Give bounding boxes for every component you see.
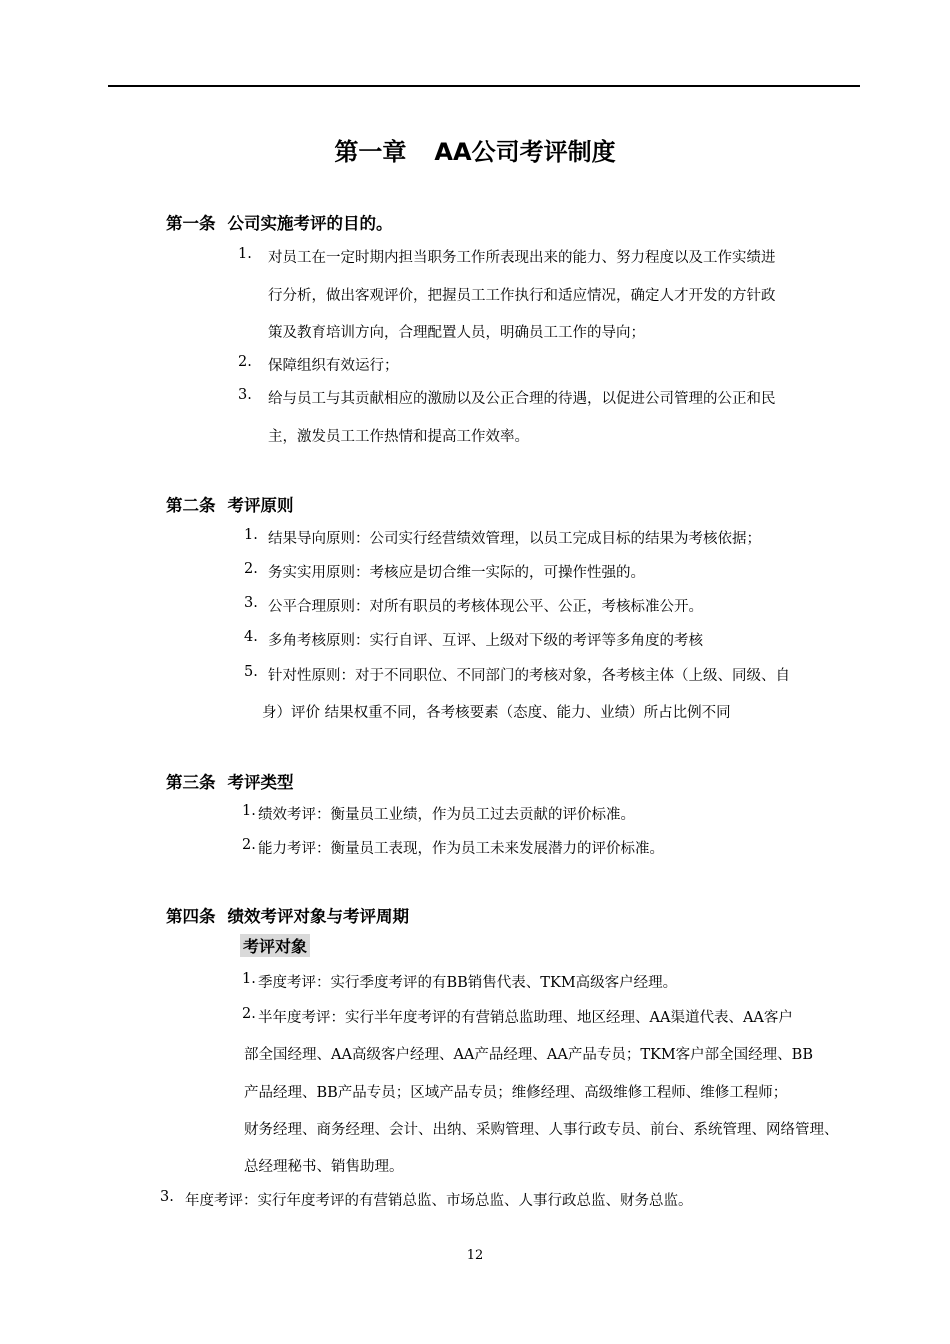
list-item-text: 总经理秘书、销售助理。	[244, 1159, 404, 1175]
page-number: 12	[466, 1248, 484, 1263]
list-item-number: 1.	[242, 803, 256, 819]
article-2-heading: 第二条 考评原则	[166, 496, 294, 515]
list-item-text: 半年度考评：实行半年度考评的有营销总监助理、地区经理、AA渠道代表、AA客户	[258, 1010, 793, 1026]
list-item-text: 结果导向原则：公司实行经营绩效管理，以员工完成目标的结果为考核依据；	[268, 531, 761, 547]
subheading-highlighted: 考评对象	[240, 934, 310, 957]
article-1-heading: 第一条 公司实施考评的目的。	[166, 214, 393, 233]
list-item-number: 2.	[244, 561, 258, 577]
list-item-number: 2.	[238, 354, 252, 370]
list-item-text: 公平合理原则：对所有职员的考核体现公平、公正，考核标准公开。	[268, 599, 703, 615]
chapter-number: 第一章	[334, 138, 407, 166]
header-rule	[108, 85, 860, 87]
chapter-name: AA公司考评制度	[434, 138, 616, 166]
list-item-text: 行分析，做出客观评价，把握员工工作执行和适应情况，确定人才开发的方针政	[268, 288, 776, 304]
list-item-text: 部全国经理、AA高级客户经理、AA产品经理、AA产品专员；TKM客户部全国经理、BB	[244, 1047, 813, 1063]
list-item-text: 财务经理、商务经理、会计、出纳、采购管理、人事行政专员、前台、系统管理、网络管理、	[244, 1122, 839, 1138]
list-item-number: 1.	[238, 246, 252, 262]
list-item-text: 季度考评：实行季度考评的有BB销售代表、TKM高级客户经理。	[258, 975, 678, 991]
list-item-text: 务实实用原则：考核应是切合维一实际的，可操作性强的。	[268, 565, 645, 581]
list-item-number: 2.	[242, 1006, 256, 1022]
article-4-heading: 第四条 绩效考评对象与考评周期	[166, 907, 409, 926]
list-item-number: 3.	[160, 1189, 174, 1205]
list-item-number: 5.	[244, 664, 258, 680]
list-item-text: 策及教育培训方向，合理配置人员，明确员工工作的导向；	[268, 325, 645, 341]
list-item-text: 多角考核原则：实行自评、互评、上级对下级的考评等多角度的考核	[268, 633, 703, 649]
list-item-number: 1.	[242, 971, 256, 987]
list-item-text: 产品经理、BB产品专员；区域产品专员；维修经理、高级维修工程师、维修工程师；	[244, 1085, 788, 1101]
list-item-text: 保障组织有效运行；	[268, 358, 399, 374]
article-3-heading: 第三条 考评类型	[166, 773, 294, 792]
list-item-number: 3.	[244, 595, 258, 611]
list-item-text: 针对性原则：对于不同职位、不同部门的考核对象，各考核主体（上级、同级、自	[268, 668, 790, 684]
list-item-text: 主，激发员工工作热情和提高工作效率。	[268, 429, 529, 445]
list-item-number: 3.	[238, 387, 252, 403]
list-item-number: 2.	[242, 837, 256, 853]
list-item-text: 身）评价 结果权重不同，各考核要素（态度、能力、业绩）所占比例不同	[262, 705, 731, 721]
list-item-text: 给与员工与其贡献相应的激励以及公正合理的待遇，以促进公司管理的公正和民	[268, 391, 776, 407]
list-item-number: 4.	[244, 629, 258, 645]
list-item-text: 绩效考评：衡量员工业绩，作为员工过去贡献的评价标准。	[258, 807, 635, 823]
chapter-title	[0, 132, 950, 167]
list-item-text: 对员工在一定时期内担当职务工作所表现出来的能力、努力程度以及工作实绩进	[268, 250, 776, 266]
list-item-number: 1.	[244, 527, 258, 543]
list-item-text: 年度考评：实行年度考评的有营销总监、市场总监、人事行政总监、财务总监。	[185, 1193, 693, 1209]
list-item-text: 能力考评：衡量员工表现，作为员工未来发展潜力的评价标准。	[258, 841, 664, 857]
